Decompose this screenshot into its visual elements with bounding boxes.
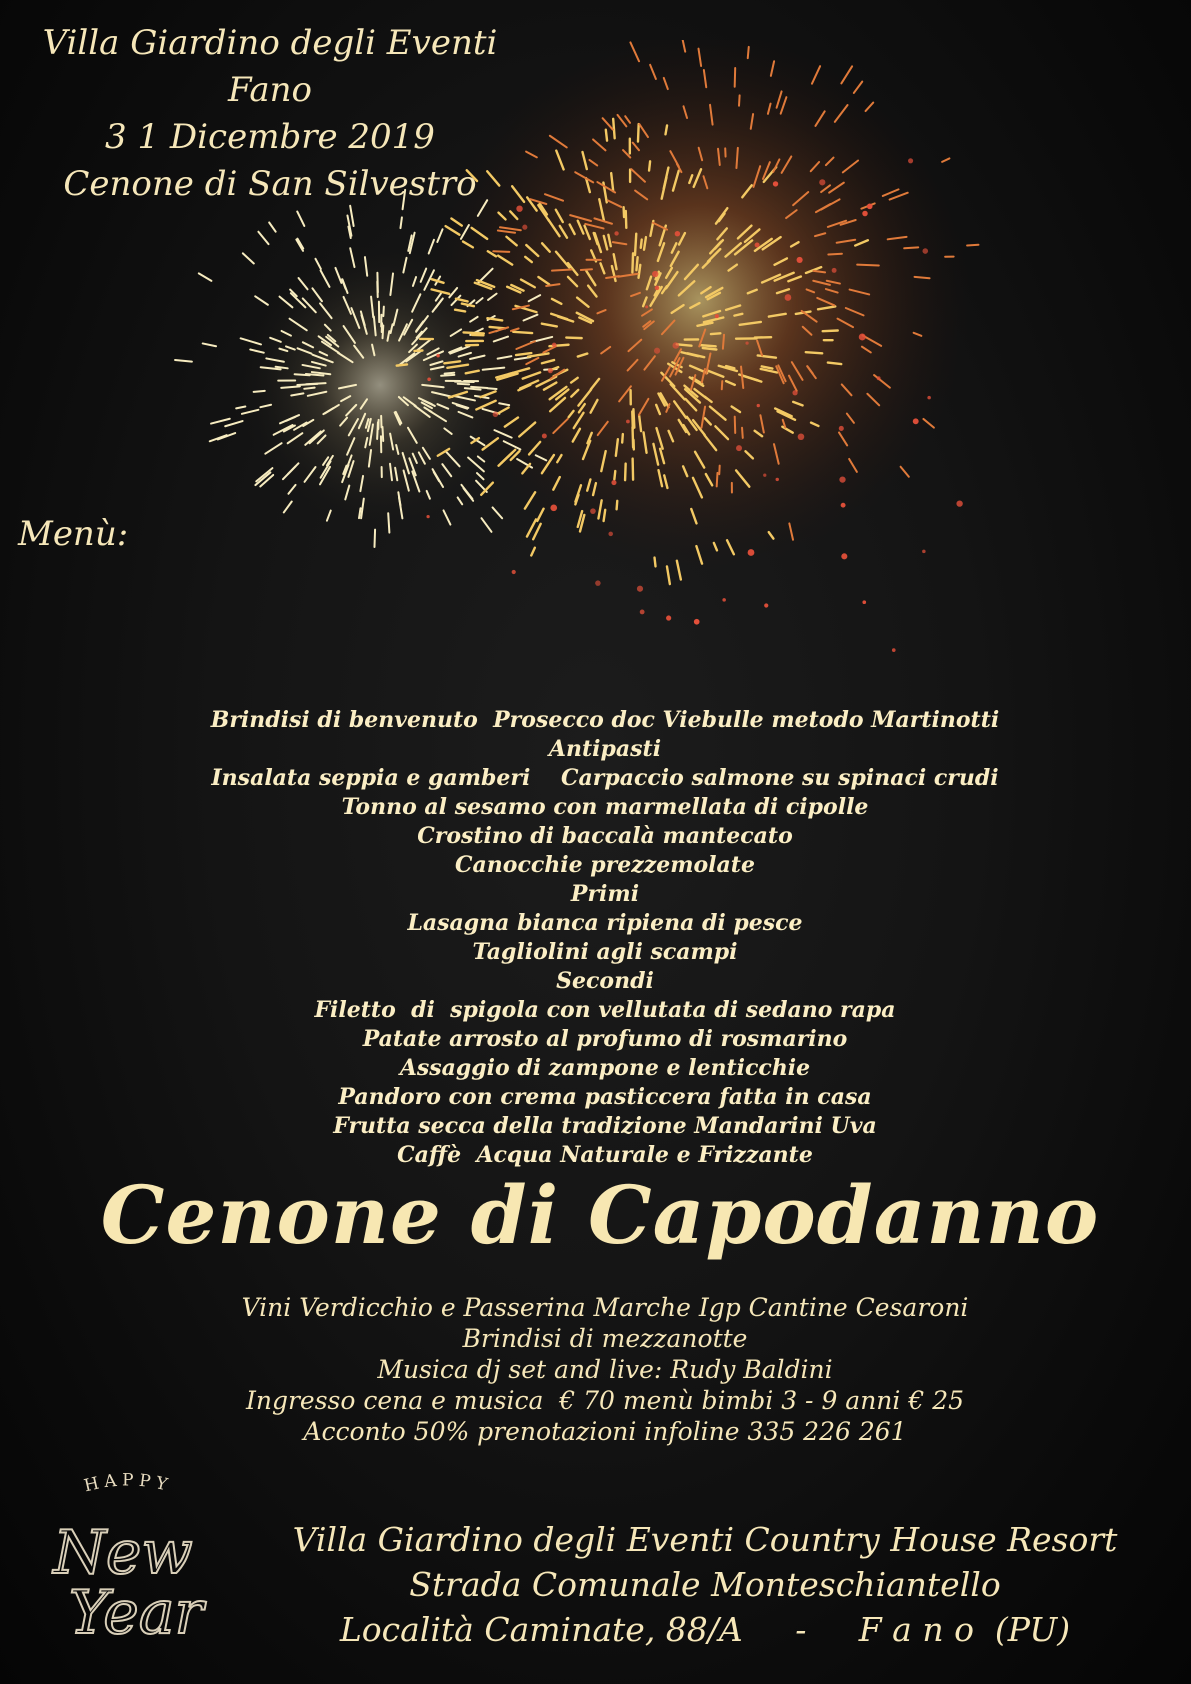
firework-streak [638, 124, 639, 142]
firework-streak [269, 222, 275, 231]
firework-spark [785, 294, 792, 301]
firework-spark [436, 354, 439, 357]
firework-streak [531, 548, 535, 556]
firework-spark [819, 179, 825, 185]
firework-streak [723, 335, 724, 349]
firework-streak [666, 125, 668, 134]
music-line: Musica dj set and live: Rudy Baldini [377, 1355, 833, 1384]
firework-streak [655, 558, 656, 567]
firework-spark [550, 504, 557, 511]
firework-streak [566, 338, 581, 339]
firework-spark [694, 619, 700, 625]
firework-streak [581, 269, 592, 270]
firework-streak [199, 273, 212, 280]
firework-streak [203, 343, 216, 346]
happy-new-year-logo [28, 1468, 228, 1668]
firework-streak [445, 373, 455, 374]
menu-section-antipasti: Antipasti [548, 736, 662, 762]
firework-spark [773, 181, 778, 186]
firework-streak [297, 211, 304, 225]
firework-streak [382, 427, 383, 441]
menu-item: Filetto di spigola con vellutata di sedano rapa [314, 997, 896, 1023]
firework-spark [841, 553, 847, 559]
firework-streak [739, 95, 740, 105]
firework-streak [374, 530, 375, 547]
firework-streak [636, 257, 637, 270]
firework-spark [892, 648, 896, 652]
firework-spark [608, 532, 613, 537]
menu-item: Assaggio di zampone e lenticchie [399, 1055, 811, 1081]
firework-streak [828, 254, 842, 255]
firework-spark [542, 433, 547, 438]
locality-address: Località Caminate, 88/A - F a n o (PU) [339, 1610, 1071, 1649]
firework-streak [614, 471, 615, 479]
firework-spark [908, 158, 913, 163]
menu-item: Patate arrosto al profumo di rosmarino [362, 1026, 848, 1052]
firework-streak [493, 251, 509, 252]
firework-spark [666, 615, 671, 620]
firework-spark [548, 368, 553, 373]
firework-spark [512, 570, 516, 574]
firework-streak [377, 422, 378, 439]
svg-text:HAPPY: HAPPY [82, 1470, 175, 1497]
firework-spark [922, 550, 926, 554]
menu-item: Insalata seppia e gamberi Carpaccio salmone su spinaci crudi [211, 765, 999, 791]
menu-item: Lasagna bianca ripiena di pesce [407, 910, 803, 936]
firework-spark [614, 231, 618, 235]
firework-streak [218, 433, 235, 439]
firework-spark [654, 348, 660, 354]
firework-streak [258, 232, 268, 244]
firework-streak [942, 158, 949, 161]
menu-item: Canocchie prezzemolate [455, 852, 755, 878]
firework-spark [839, 476, 845, 482]
event-name: Cenone di San Silvestro [63, 164, 477, 204]
firework-streak [397, 364, 407, 365]
menu-item: Caffè Acqua Naturale e Frizzante [397, 1142, 813, 1168]
firework-spark [867, 204, 873, 210]
script-title: Cenone di Capodanno [100, 1168, 1100, 1262]
firework-streak [488, 388, 497, 389]
firework-spark [595, 580, 601, 586]
toast-line: Brindisi di mezzanotte [462, 1324, 748, 1353]
city-name: Fano [228, 70, 312, 110]
firework-spark [763, 474, 766, 477]
firework-streak [823, 331, 838, 332]
firework-spark [792, 390, 797, 395]
svg-text:Year: Year [68, 1578, 204, 1648]
firework-spark [426, 515, 429, 518]
firework-streak [493, 507, 503, 518]
venue-address [225, 1517, 1185, 1652]
firework-streak [175, 360, 192, 362]
firework-spark [748, 549, 755, 556]
menu-item: Crostino di baccalà mantecato [417, 823, 793, 849]
firework-spark [745, 342, 748, 345]
menu-item: Frutta secca della tradizione Mandarini Uva [333, 1113, 877, 1139]
firework-streak [915, 277, 930, 278]
firework-spark [927, 396, 931, 400]
menu-section-primi: Primi [570, 881, 640, 907]
firework-streak [552, 270, 571, 271]
menu-item: Brindisi di benvenuto Prosecco doc Viebulle metodo Martinotti [210, 707, 1000, 733]
venue-title: Villa Giardino degli Eventi [42, 23, 498, 63]
booking-line: Acconto 50% prenotazioni infoline 335 226 261 [303, 1417, 907, 1446]
menu-item: Tagliolini agli scampi [472, 939, 738, 965]
firework-streak [304, 388, 314, 389]
firework-spark [652, 271, 658, 277]
firework-spark [522, 225, 527, 230]
firework-streak [306, 383, 326, 384]
firework-spark [722, 598, 726, 602]
firework-spark [611, 480, 616, 485]
street-address: Strada Comunale Monteschiantello [409, 1565, 1001, 1604]
firework-spark [552, 343, 556, 347]
svg-text:New: New [53, 1518, 193, 1588]
firework-streak [742, 428, 743, 438]
firework-streak [513, 332, 532, 333]
firework-streak [606, 130, 607, 141]
firework-streak [736, 148, 737, 168]
firework-streak [967, 245, 978, 246]
firework-streak [617, 501, 618, 509]
firework-spark [859, 333, 866, 340]
firework-spark [755, 243, 760, 248]
menu-list [150, 706, 1060, 1170]
firework-spark [776, 478, 779, 481]
firework-streak [211, 419, 230, 424]
firework-streak [604, 510, 606, 521]
firework-streak [703, 348, 717, 350]
firework-spark [715, 314, 719, 318]
firework-streak [711, 333, 720, 334]
firework-streak [806, 352, 822, 353]
firework-streak [748, 47, 749, 58]
firework-streak [481, 518, 491, 532]
firework-spark [655, 286, 660, 291]
firework-spark [877, 376, 881, 380]
firework-streak [717, 473, 718, 487]
firework-streak [649, 161, 650, 170]
firework-spark [736, 445, 742, 451]
firework-spark [626, 420, 630, 424]
firework-streak [641, 240, 642, 248]
resort-name: Villa Giardino degli Eventi Country House Resort [292, 1520, 1118, 1559]
firework-streak [626, 211, 627, 228]
menu-item: Pandoro con crema pasticcera fatta in casa [338, 1084, 872, 1110]
firework-streak [441, 375, 454, 376]
firework-streak [350, 206, 353, 226]
firework-spark [645, 305, 648, 308]
firework-streak [388, 513, 389, 532]
firework-streak [904, 247, 918, 248]
event-details [150, 1292, 1060, 1447]
firework-spark [493, 412, 499, 418]
firework-spark [839, 426, 844, 431]
menu-section-secondi: Secondi [556, 968, 654, 994]
firework-spark [637, 586, 643, 592]
firework-streak [243, 253, 254, 263]
event-date: 3 1 Dicembre 2019 [105, 117, 435, 157]
firework-streak [400, 217, 401, 228]
firework-streak [533, 524, 540, 539]
wines-line: Vini Verdicchio e Passerina Marche Igp Cantine Cesaroni [241, 1293, 969, 1322]
firework-spark [757, 404, 760, 407]
firework-spark [797, 257, 803, 263]
firework-streak [700, 345, 715, 346]
firework-streak [625, 464, 626, 481]
firework-spark [675, 231, 680, 236]
firework-spark [922, 248, 928, 254]
firework-spark [862, 211, 867, 216]
firework-spark [640, 610, 645, 615]
price-line: Ingresso cena e musica € 70 menù bimbi 3 - 9 anni € 25 [245, 1386, 965, 1415]
firework-streak [613, 119, 614, 139]
firework-streak [828, 363, 841, 365]
firework-streak [464, 332, 484, 333]
firework-streak [667, 566, 670, 584]
menu-item: Tonno al sesamo con marmellata di cipolle [341, 794, 869, 820]
firework-spark [832, 268, 837, 273]
firework-spark [764, 603, 768, 607]
firework-streak [735, 68, 736, 87]
firework-streak [622, 434, 623, 442]
firework-streak [635, 234, 636, 255]
firework-streak [306, 374, 324, 375]
firework-spark [956, 500, 962, 506]
firework-spark [798, 433, 805, 440]
firework-streak [458, 384, 469, 385]
firework-spark [862, 600, 866, 604]
firework-streak [471, 387, 487, 388]
firework-streak [857, 265, 879, 266]
menu-label: Menù: [18, 514, 129, 554]
firework-streak [632, 411, 633, 428]
firework-streak [254, 391, 265, 392]
event-header [10, 20, 530, 208]
firework-spark [841, 503, 846, 508]
firework-spark [590, 508, 596, 514]
firework-spark [427, 377, 431, 381]
firework-streak [632, 253, 633, 272]
firework-streak [722, 381, 723, 389]
firework-spark [673, 342, 680, 349]
firework-spark [913, 418, 919, 424]
